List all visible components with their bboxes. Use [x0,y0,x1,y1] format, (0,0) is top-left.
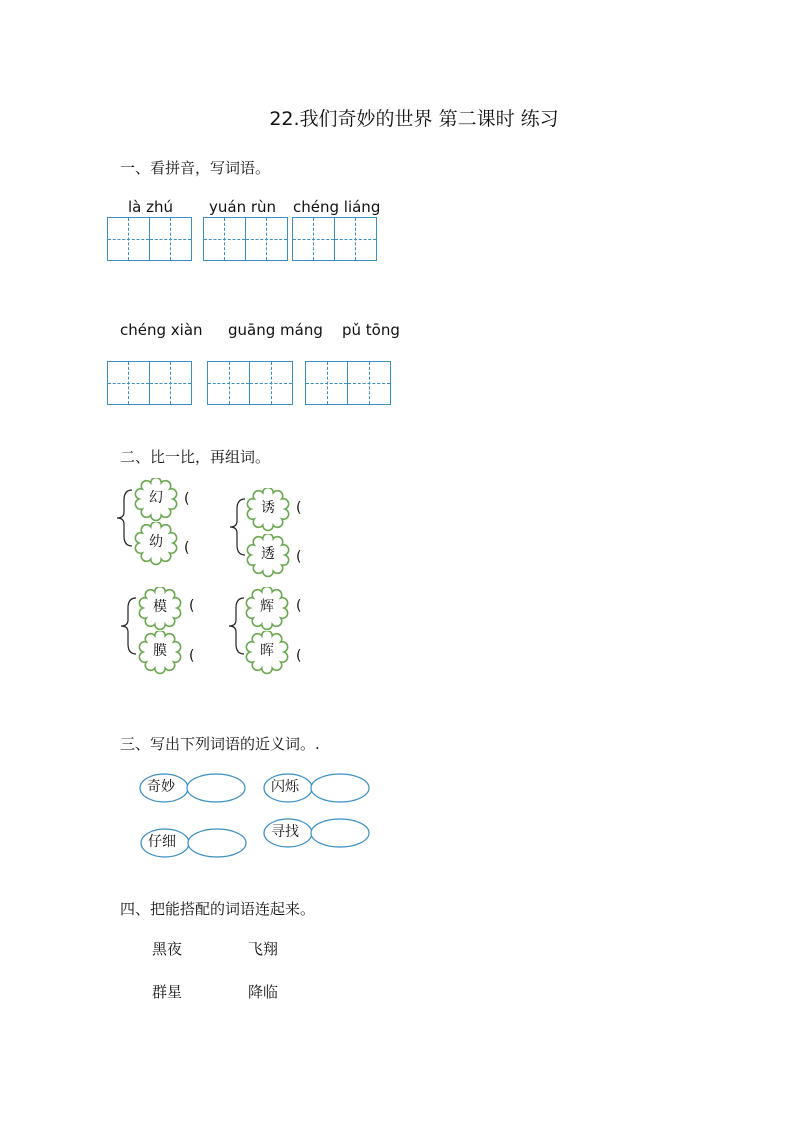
answer-paren[interactable]: ( [184,491,190,507]
synonym-word: 奇妙 [147,779,175,795]
grid-cell[interactable] [348,362,390,404]
character-flower [245,488,291,534]
writing-grid[interactable] [305,361,391,405]
brace-icon [114,488,134,548]
grid-cell[interactable] [335,218,377,260]
page-title: 22.我们奇妙的世界 第二课时 练习 [269,108,559,130]
character-flower [244,587,290,633]
synonym-oval-pair[interactable] [263,772,371,804]
synonym-word: 闪烁 [271,779,299,795]
compare-character: 辉 [260,599,274,615]
grid-cell[interactable] [293,218,335,260]
brace-icon [118,596,138,656]
synonym-word: 仔细 [148,834,176,850]
section-3-heading: 三、写出下列词语的近义词。. [120,735,320,753]
section-4-heading: 四、把能搭配的词语连起来。 [120,900,316,918]
compare-character: 模 [153,599,167,615]
answer-paren[interactable]: ( [189,598,195,614]
pinyin-label: chéng xiàn [120,321,203,339]
writing-grid[interactable] [203,217,288,261]
synonym-oval-pair[interactable] [140,827,248,859]
synonym-word: 寻找 [271,824,299,840]
pinyin-label: pǔ tōng [342,321,400,339]
compare-character: 晖 [260,643,274,659]
grid-cell[interactable] [108,218,150,260]
answer-paren[interactable]: ( [189,648,195,664]
match-right-word[interactable]: 飞翔 [248,940,279,958]
synonym-oval-pair[interactable] [139,772,247,804]
answer-paren[interactable]: ( [296,549,302,565]
compare-character: 诱 [261,500,275,516]
grid-cell[interactable] [204,218,246,260]
character-flower [137,587,183,633]
writing-grid[interactable] [107,361,192,405]
section-2-heading: 二、比一比，再组词。 [120,448,271,466]
pinyin-label: yuán rùn [209,198,277,216]
answer-paren[interactable]: ( [296,598,302,614]
match-right-word[interactable]: 降临 [248,983,279,1001]
grid-cell[interactable] [246,218,288,260]
compare-character: 幻 [149,490,163,506]
brace-icon [226,596,246,656]
character-flower [133,478,179,524]
grid-cell[interactable] [208,362,250,404]
match-left-word[interactable]: 黑夜 [152,940,183,958]
character-flower [137,631,183,677]
pinyin-label: chéng liáng [293,198,381,216]
character-flower [133,522,179,568]
section-1-heading: 一、看拼音，写词语。 [120,159,271,177]
writing-grid[interactable] [292,217,377,261]
answer-paren[interactable]: ( [296,500,302,516]
compare-character: 透 [261,546,275,562]
grid-cell[interactable] [150,362,192,404]
character-flower [245,534,291,580]
compare-character: 膜 [153,643,167,659]
grid-cell[interactable] [108,362,150,404]
grid-cell[interactable] [150,218,192,260]
grid-cell[interactable] [250,362,292,404]
pinyin-label: guāng máng [228,321,323,339]
compare-character: 幼 [149,534,163,550]
grid-cell[interactable] [306,362,348,404]
synonym-oval-pair[interactable] [263,817,371,849]
pinyin-label: là zhú [128,198,174,216]
writing-grid[interactable] [207,361,293,405]
answer-paren[interactable]: ( [184,540,190,556]
answer-paren[interactable]: ( [296,648,302,664]
brace-icon [227,497,247,557]
match-left-word[interactable]: 群星 [152,983,183,1001]
character-flower [244,631,290,677]
writing-grid[interactable] [107,217,192,261]
